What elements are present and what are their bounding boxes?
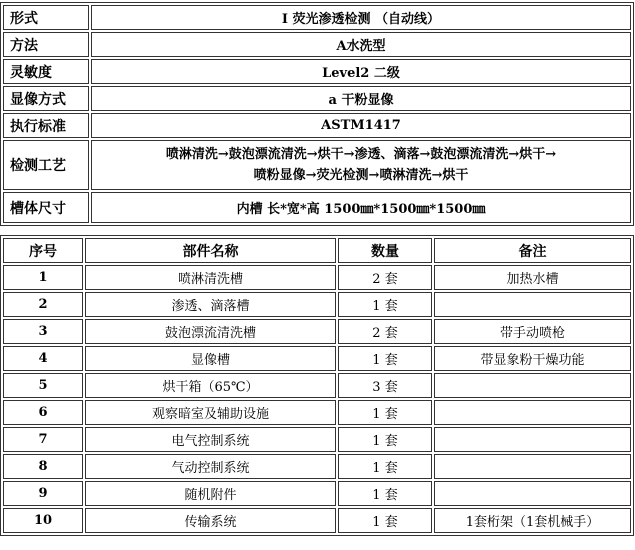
tank-value: 内槽 长*宽*高 1500㎜*1500㎜*1500㎜ [91,192,631,223]
row-note [434,454,631,479]
developer-label: 显像方式 [3,86,89,111]
spec-row-tank [3,192,631,223]
form-label: 形式 [3,5,89,30]
spec-row-form [3,5,631,30]
spec-row-method [3,32,631,57]
table-row [3,454,631,479]
table-row [3,508,631,533]
row-qty: 1 套 [338,427,432,452]
table-row [3,427,631,452]
row-name: 渗透、滴落槽 [85,292,336,317]
row-index: 4 [3,346,83,371]
process-line-1: 喷淋清洗→鼓泡漂流清洗→烘干→渗透、滴落→鼓泡漂流清洗→烘干→ [165,147,557,162]
table-row [3,346,631,371]
row-index: 6 [3,400,83,425]
row-qty: 1 套 [338,481,432,506]
spec-row-standard [3,113,631,138]
row-qty: 2 套 [338,319,432,344]
row-name: 喷淋清洗槽 [85,265,336,290]
row-qty: 1 套 [338,508,432,533]
table-row [3,373,631,398]
tank-label: 槽体尺寸 [3,192,89,223]
sensitivity-value: Level2 二级 [91,59,631,84]
process-label: 检测工艺 [3,140,89,190]
row-qty: 1 套 [338,400,432,425]
row-name: 电气控制系统 [85,427,336,452]
spec-row-sensitivity [3,59,631,84]
process-line-2: 喷粉显像→荧光检测→喷淋清洗→烘干 [253,168,469,183]
row-name: 随机附件 [85,481,336,506]
row-index: 7 [3,427,83,452]
form-value: I 荧光渗透检测 （自动线） [91,5,631,30]
table-row [3,481,631,506]
developer-value: a 干粉显像 [91,86,631,111]
row-note [434,427,631,452]
sensitivity-label: 灵敏度 [3,59,89,84]
row-note: 带显象粉干燥功能 [434,346,631,371]
row-index: 3 [3,319,83,344]
row-note [434,481,631,506]
header-qty: 数量 [338,238,432,263]
row-name: 鼓泡漂流清洗槽 [85,319,336,344]
table-row [3,265,631,290]
row-index: 1 [3,265,83,290]
row-name: 气动控制系统 [85,454,336,479]
table-row [3,292,631,317]
header-name: 部件名称 [85,238,336,263]
row-name: 烘干箱（65℃） [85,373,336,398]
row-note: 带手动喷枪 [434,319,631,344]
row-index: 5 [3,373,83,398]
row-note [434,400,631,425]
table-row [3,400,631,425]
row-note: 1套桁架（1套机械手） [434,508,631,533]
row-name: 显像槽 [85,346,336,371]
row-note [434,292,631,317]
spec-row-developer [3,86,631,111]
standard-value: ASTM1417 [91,113,631,138]
method-value: A水洗型 [91,32,631,57]
row-qty: 1 套 [338,346,432,371]
parts-header-row [3,238,631,263]
row-index: 8 [3,454,83,479]
process-value [91,140,631,190]
spec-row-process [3,140,631,190]
method-label: 方法 [3,32,89,57]
row-qty: 1 套 [338,454,432,479]
row-note [434,373,631,398]
standard-label: 执行标准 [3,113,89,138]
row-index: 9 [3,481,83,506]
row-qty: 2 套 [338,265,432,290]
row-note: 加热水槽 [434,265,631,290]
row-qty: 1 套 [338,292,432,317]
row-index: 2 [3,292,83,317]
row-name: 传输系统 [85,508,336,533]
row-index: 10 [3,508,83,533]
header-index: 序号 [3,238,83,263]
header-note: 备注 [434,238,631,263]
table-row [3,319,631,344]
row-qty: 3 套 [338,373,432,398]
spec-table [0,2,634,226]
parts-table [0,235,634,536]
row-name: 观察暗室及辅助设施 [85,400,336,425]
